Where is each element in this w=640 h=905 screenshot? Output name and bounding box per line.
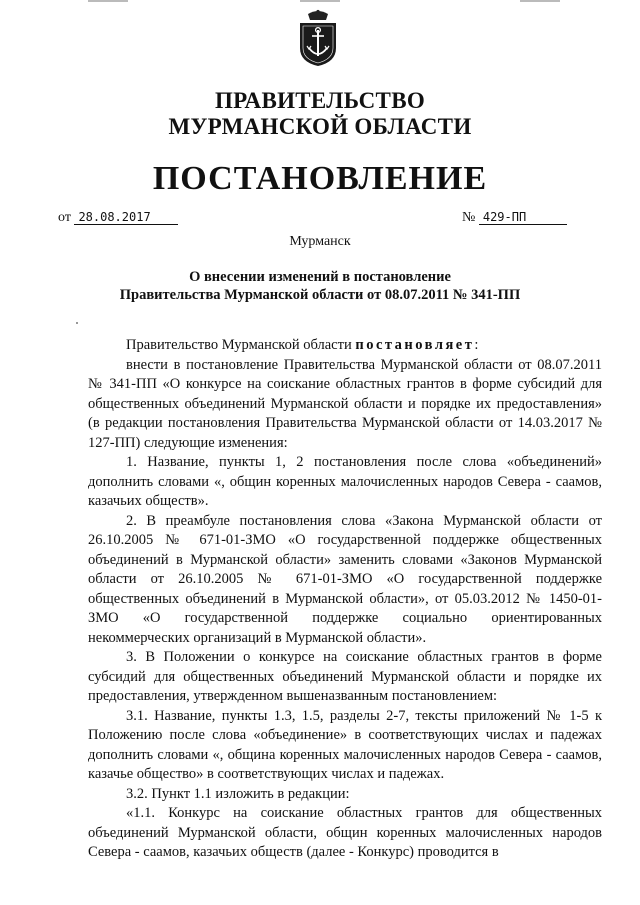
scan-edge-mark [88, 0, 128, 2]
scan-edge-mark [520, 0, 560, 2]
date-field [58, 210, 178, 226]
paragraph: внести в постановление Правительства Мурманской области от 08.07.2011 № 341-ПП «О конкурсе на соискание областных грантов в форме субсидий для общественных объединений Мурманской области и порядке их предоставления» (в редакции постановления Правительства Мурманской области от 14.03.2017 № 127-ПП) следующие изменения: [88, 356, 602, 451]
paragraph: 2. В преамбуле постановления слова «Закона Мурманской области от 26.10.2005 № 671-01-ЗМО «О государственной поддержке общественных объединений в Мурманской области» заменить словами «Законов Мурманской области от 26.10.2005 № 671-01-ЗМО «О государственной поддержке общественных объединений в Мурманской области», от 05.03.2012 № 1450-01-ЗМО «О государственной поддержке социально ориентированных некоммерческих организаций в Мурманской области». [88, 512, 602, 646]
subject-line2: Правительства Мурманской области от 08.07.2011 № 341-ПП [119, 287, 521, 303]
intro-keyword: постановляет [355, 337, 475, 353]
city-name: Мурманск [289, 234, 351, 249]
paragraph: «1.1. Конкурс на соискание областных грантов для общественных объединений Мурманской области, общин коренных малочисленных народов Севера - саамов, казачьих обществ (далее - Конкурс) проводится в [88, 805, 602, 860]
number-field [462, 210, 567, 226]
government-title-line1: ПРАВИТЕЛЬСТВО [214, 88, 426, 113]
date-value: 28.08.2017 [74, 210, 178, 225]
number-prefix: № [462, 210, 476, 225]
subject-line1: О внесении изменений в постановление [189, 269, 451, 285]
scan-edge-mark [300, 0, 340, 2]
paragraph: 3.1. Название, пункты 1.3, 1.5, разделы 2-7, тексты приложений № 1-5 к Положению после слова «объединение» в соответствующих числах и падежах дополнить словами «, община коренных малочисленных народов Севера - саамов, казачье общество» в соответствующих числах и падежах. [88, 707, 602, 782]
document-body [88, 336, 602, 863]
document-subject [0, 268, 640, 304]
paragraph: 1. Название, пункты 1, 2 постановления после слова «объединений» дополнить словами «, общин коренных малочисленных народов Севера - саамов, казачьих обществ». [88, 454, 602, 509]
scan-speck [76, 322, 78, 324]
paragraph: 3. В Положении о конкурсе на соискание областных грантов в форме субсидий для общественных объединений Мурманской области и порядке их предоставления, утвержденном вышеназванным постановлением: [88, 649, 602, 704]
intro-prefix: Правительство Мурманской области [126, 337, 356, 353]
coat-of-arms-emblem [296, 8, 340, 68]
intro-suffix: : [474, 337, 479, 353]
date-prefix: от [58, 210, 71, 225]
document-type-title: ПОСТАНОВЛЕНИЕ [152, 160, 488, 197]
paragraph: 3.2. Пункт 1.1 изложить в редакции: [126, 785, 350, 802]
number-value: 429-ПП [479, 210, 567, 225]
resolution-intro [88, 336, 602, 356]
government-title-line2: МУРМАНСКОЙ ОБЛАСТИ [168, 114, 472, 139]
